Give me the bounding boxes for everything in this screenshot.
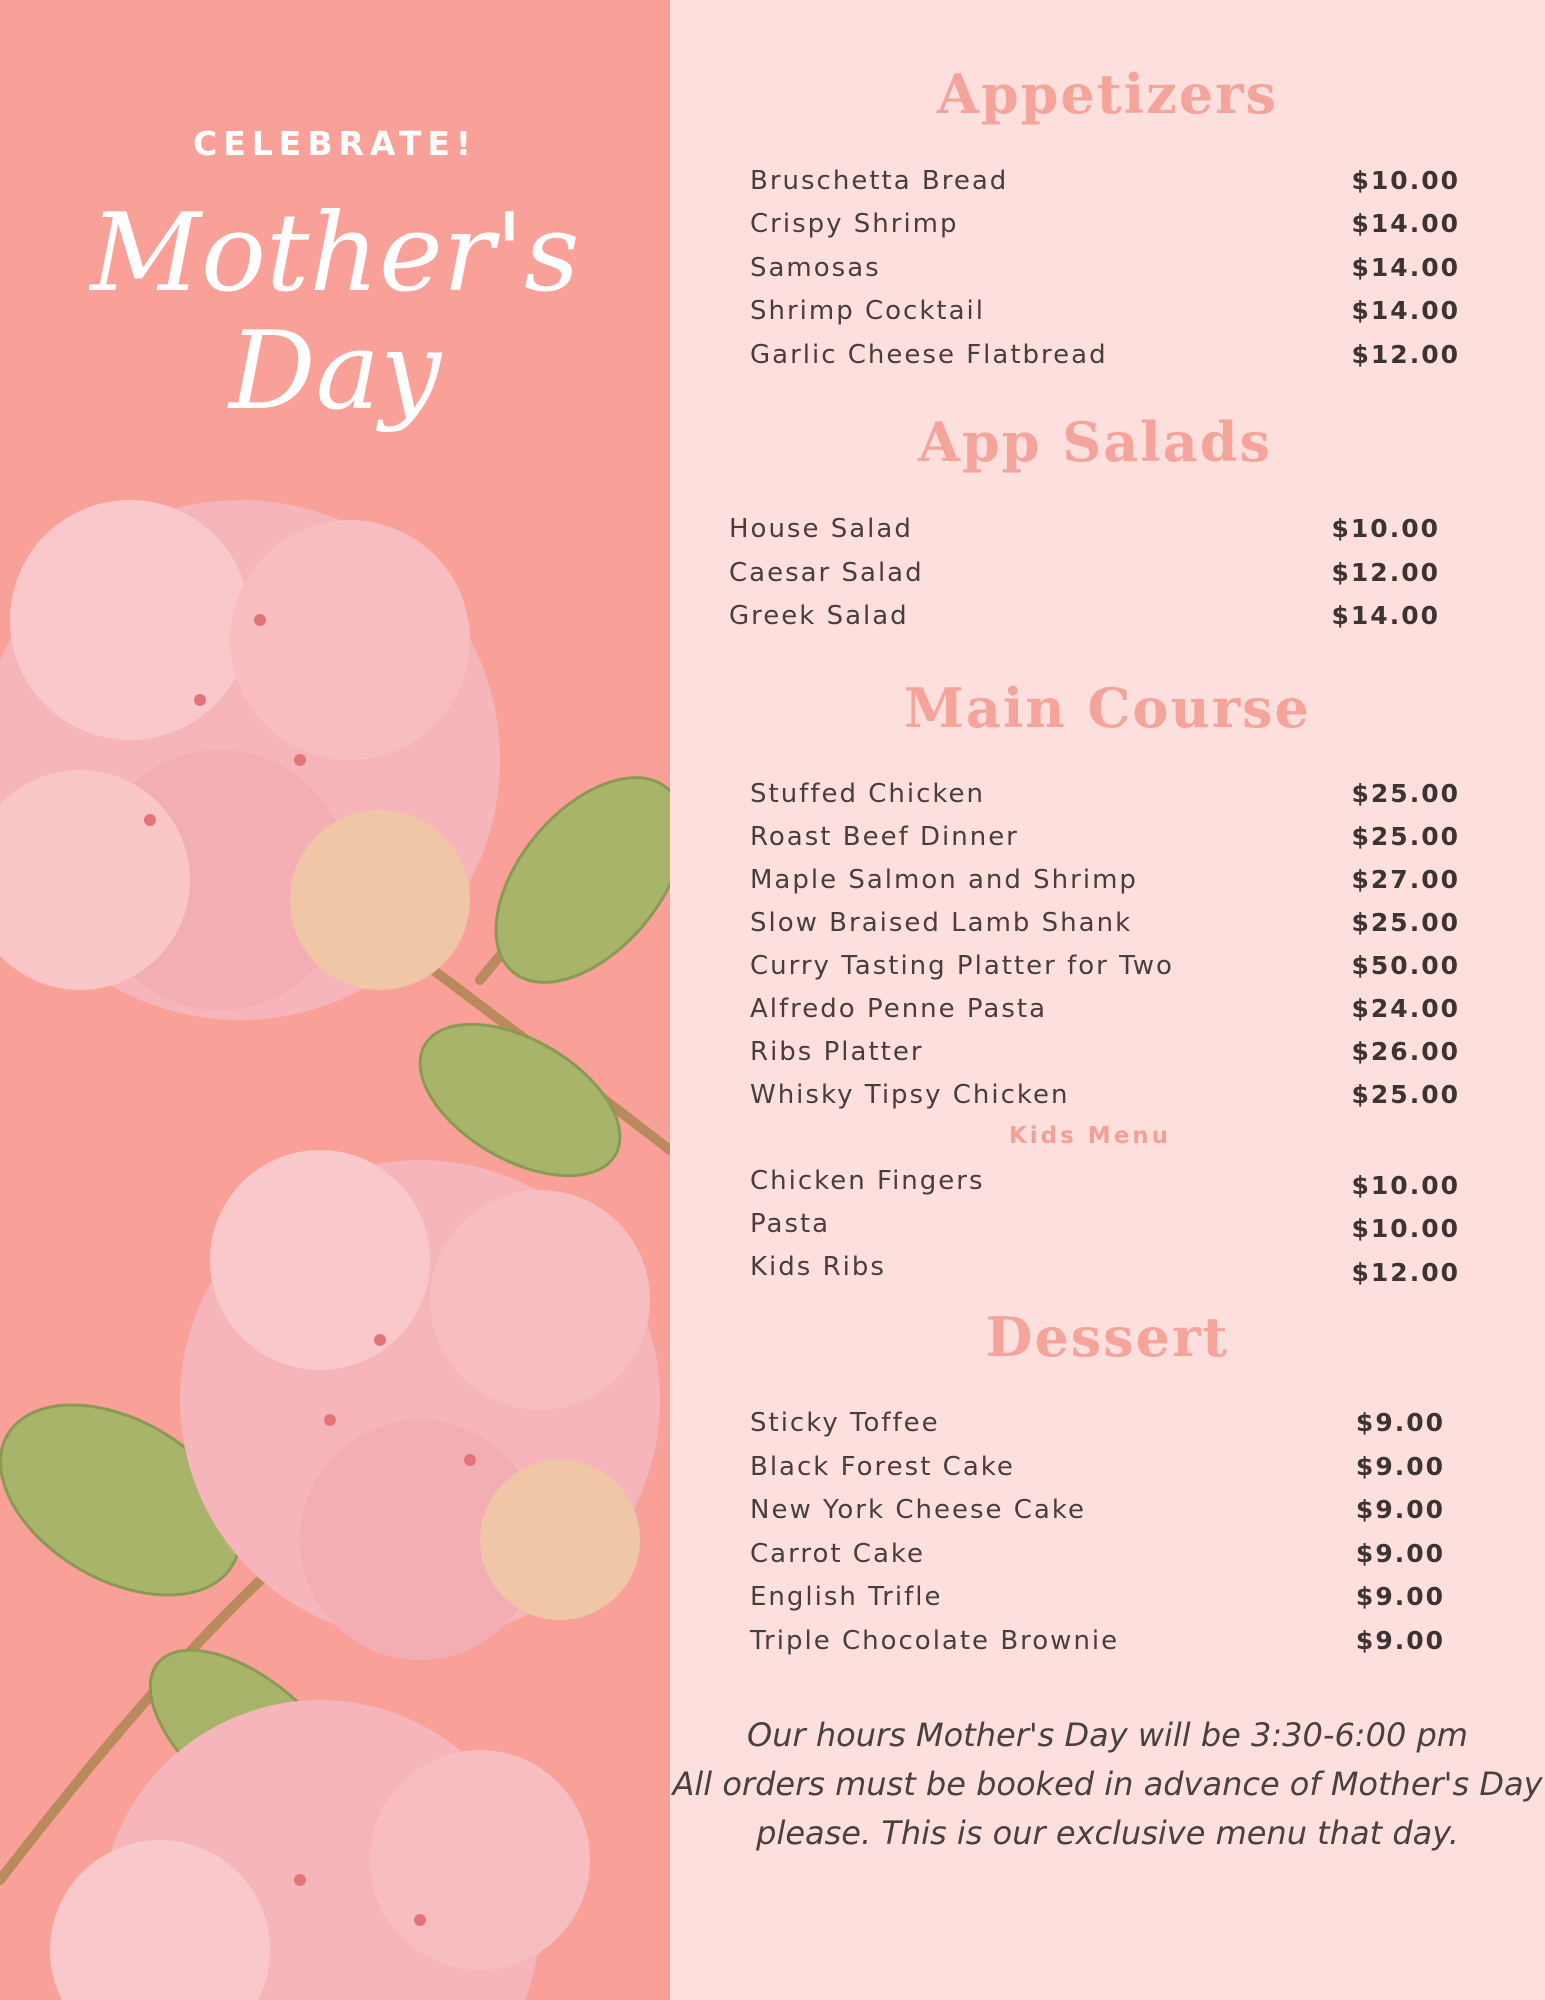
menu-item: Caesar Salad <box>729 558 924 588</box>
menu-price: $50.00 <box>1351 951 1460 980</box>
menu-item: Greek Salad <box>729 601 909 631</box>
menu-price: $9.00 <box>1355 1539 1445 1568</box>
salads-heading: App Salads <box>918 410 1272 474</box>
menu-price: $10.00 <box>1351 1171 1460 1200</box>
menu-price: $10.00 <box>1351 1214 1460 1243</box>
menu-price: $9.00 <box>1355 1408 1445 1437</box>
menu-item: New York Cheese Cake <box>750 1495 1086 1525</box>
left-banner-panel <box>0 0 670 2000</box>
menu-item: Crispy Shrimp <box>750 209 959 239</box>
menu-price: $10.00 <box>1351 166 1460 195</box>
hours-note-line-2: All orders must be booked in advance of Mother's Day <box>672 1765 1543 1803</box>
menu-item: Roast Beef Dinner <box>750 822 1019 852</box>
menu-item: Maple Salmon and Shrimp <box>750 865 1138 895</box>
menu-price: $25.00 <box>1351 779 1460 808</box>
menu-item: Bruschetta Bread <box>750 166 1009 196</box>
menu-item: Garlic Cheese Flatbread <box>750 340 1108 370</box>
menu-price: $9.00 <box>1355 1582 1445 1611</box>
menu-item: Ribs Platter <box>750 1037 924 1067</box>
menu-price: $25.00 <box>1351 822 1460 851</box>
kids-menu-heading: Kids Menu <box>1008 1123 1172 1149</box>
menu-price: $14.00 <box>1331 601 1440 630</box>
menu-price: $14.00 <box>1351 253 1460 282</box>
menu-item: House Salad <box>729 514 913 544</box>
menu-item: Sticky Toffee <box>750 1408 940 1438</box>
menu-price: $10.00 <box>1331 514 1440 543</box>
menu-price: $26.00 <box>1351 1037 1460 1066</box>
dessert-heading: Dessert <box>985 1305 1230 1369</box>
title-line-1: Mother's <box>90 191 580 316</box>
menu-item: Alfredo Penne Pasta <box>750 994 1048 1024</box>
menu-price: $12.00 <box>1351 1258 1460 1287</box>
menu-price: $14.00 <box>1351 209 1460 238</box>
menu-price: $9.00 <box>1355 1452 1445 1481</box>
menu-item: Slow Braised Lamb Shank <box>750 908 1133 938</box>
menu-item: Shrimp Cocktail <box>750 296 985 326</box>
menu-item: Curry Tasting Platter for Two <box>750 951 1174 981</box>
menu-item: Pasta <box>750 1209 831 1239</box>
menu-price: $27.00 <box>1351 865 1460 894</box>
menu-item: Carrot Cake <box>750 1539 926 1569</box>
menu-price: $9.00 <box>1355 1495 1445 1524</box>
celebrate-label: CELEBRATE! <box>193 124 477 163</box>
title-line-2: Day <box>229 309 441 434</box>
menu-item: Triple Chocolate Brownie <box>750 1626 1120 1656</box>
appetizers-heading: Appetizers <box>936 62 1279 126</box>
menu-item: English Trifle <box>750 1582 943 1612</box>
menu-price: $9.00 <box>1355 1626 1445 1655</box>
hours-note-line-3: please. This is our exclusive menu that day. <box>756 1814 1459 1852</box>
menu-item: Kids Ribs <box>750 1252 886 1282</box>
menu-price: $25.00 <box>1351 908 1460 937</box>
menu-item: Stuffed Chicken <box>750 779 986 809</box>
menu-item: Samosas <box>750 253 881 283</box>
hours-note-line-1: Our hours Mother's Day will be 3:30-6:00 pm <box>747 1716 1468 1754</box>
menu-price: $12.00 <box>1351 340 1460 369</box>
menu-item: Black Forest Cake <box>750 1452 1015 1482</box>
menu-price: $14.00 <box>1351 296 1460 325</box>
menu-item: Chicken Fingers <box>750 1166 985 1196</box>
menu-item: Whisky Tipsy Chicken <box>750 1080 1070 1110</box>
menu-price: $24.00 <box>1351 994 1460 1023</box>
menu-price: $25.00 <box>1351 1080 1460 1109</box>
main-course-heading: Main Course <box>904 676 1311 740</box>
menu-price: $12.00 <box>1331 558 1440 587</box>
